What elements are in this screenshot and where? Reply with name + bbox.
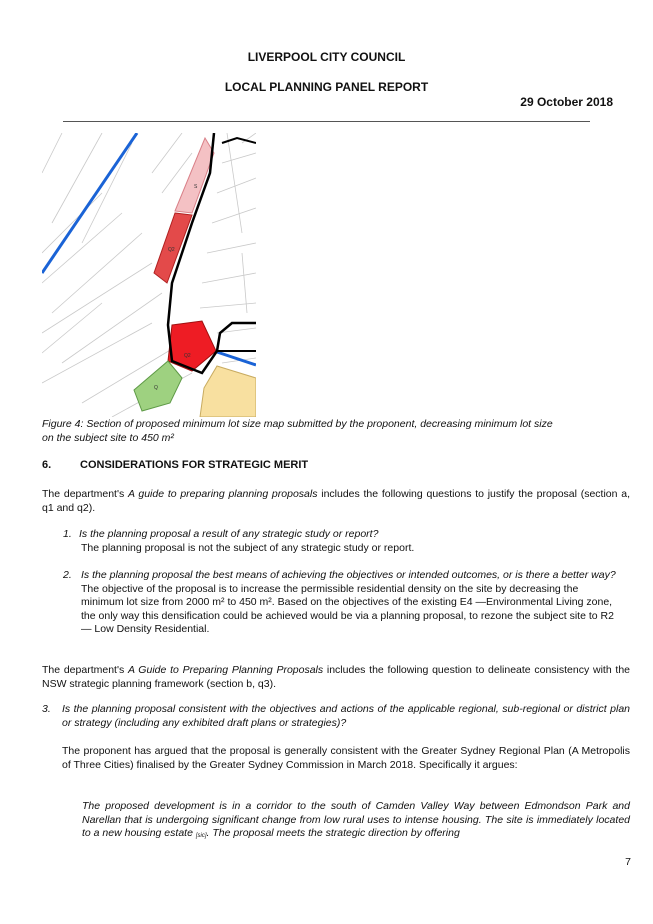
section-number: 6.: [42, 459, 52, 471]
council-name: LIVERPOOL CITY COUNCIL: [247, 50, 406, 64]
figure-caption-line-2: on the subject site to 450 m²: [42, 431, 174, 444]
section-heading: [42, 459, 308, 471]
quote-text-pre: The proposed development is in a corridor to the south of Camden Valley Way between Edmondson Park and Narellan that is undergoing significant change from low rural uses to intense housing. The site is immediately located to a new housing estate: [82, 800, 630, 840]
question-2-answer: The objective of the proposal is to increase the permissible residential density on the site by decreasing the minimum lot size from 2000 m² to 450 m². Based on the objectives of the existing E4 —Environmental Living zone, the only way this densification could be achieved would be via a planning proposal, to rezone the subject site to R2 — Low Density Residential.: [81, 582, 614, 636]
report-title: LOCAL PLANNING PANEL REPORT: [224, 80, 429, 94]
intro-guide-title: A guide to preparing planning proposals: [128, 488, 318, 500]
figure-caption: [42, 418, 632, 445]
question-1-number: 1.: [63, 528, 72, 540]
question-2-text: Is the planning proposal the best means of achieving the objectives or intended outcomes, or is there a better way?: [81, 569, 616, 581]
map-label-q2-north: Q2: [168, 247, 175, 253]
map-label-q: Q: [154, 385, 158, 391]
lot-size-map: [42, 133, 256, 417]
question-1-text: Is the planning proposal a result of any strategic study or report?: [79, 528, 379, 540]
intro2-paragraph: [42, 664, 630, 691]
argument-paragraph: The proponent has argued that the proposal is generally consistent with the Greater Sydney Regional Plan (A Metropolis of Three Cities) finalised by the Greater Sydney Commission in March 2018. Specifically it argues:: [62, 745, 630, 771]
report-date: 29 October 2018: [520, 95, 613, 109]
quote-text-post: . The proposal meets the strategic direction by offering: [206, 827, 460, 840]
intro2-text-pre: The department's: [42, 664, 128, 676]
question-1: [63, 528, 630, 555]
header-rule: [63, 121, 590, 122]
figure-caption-line-1: Figure 4: Section of proposed minimum lot size map submitted by the proponent, decreasing minimum lot size: [42, 418, 553, 430]
question-3-number: 3.: [42, 703, 51, 715]
quote-sic-reference: [sic]: [195, 833, 207, 840]
intro2-text-post: includes the following question to delineate consistency with the NSW strategic planning framework (section b, q3).: [42, 664, 630, 690]
quoted-passage: [82, 800, 630, 844]
map-label-s: S: [194, 184, 198, 190]
question-3-text: Is the planning proposal consistent with the objectives and actions of the applicable regional, sub-regional or district plan or strategy (including any exhibited draft plans or strategies)?: [62, 703, 630, 729]
question-2: [63, 569, 630, 637]
intro-text-post: includes the following questions to justify the proposal (section a, q1 and q2).: [42, 488, 630, 514]
intro-paragraph: [42, 488, 630, 515]
section-title: CONSIDERATIONS FOR STRATEGIC MERIT: [80, 459, 309, 471]
intro2-guide-title: A Guide to Preparing Planning Proposals: [127, 664, 324, 676]
question-3: [42, 703, 630, 730]
page-number: 7: [625, 856, 631, 868]
question-1-answer: The planning proposal is not the subject of any strategic study or report.: [81, 541, 415, 554]
intro-text-pre: The department's: [42, 488, 128, 500]
map-label-q2-south: Q2: [184, 353, 191, 359]
question-2-number: 2.: [63, 569, 72, 581]
